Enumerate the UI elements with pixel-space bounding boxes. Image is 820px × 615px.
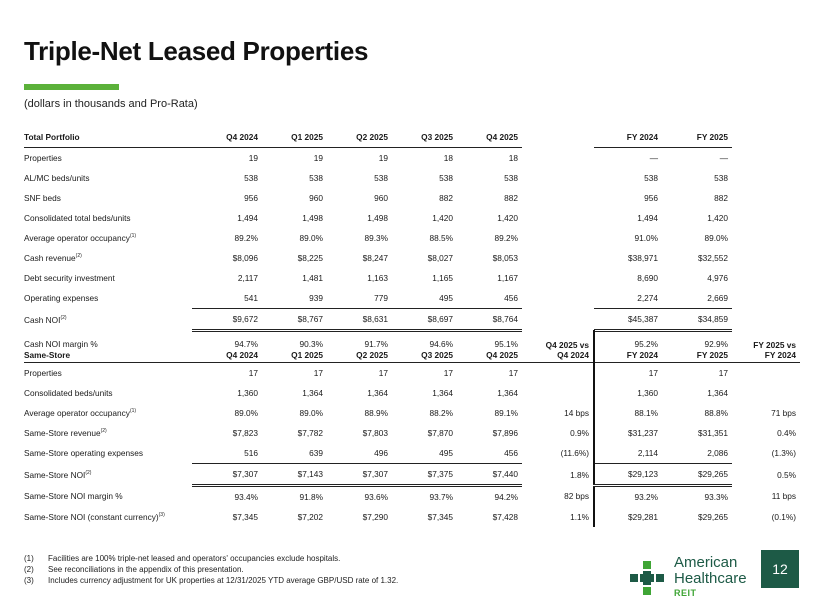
- cell-value: 17: [648, 368, 658, 378]
- cell-value: 89.1%: [494, 408, 518, 418]
- row-label: [24, 168, 192, 188]
- title-accent-bar: [24, 84, 119, 90]
- column-header-q4-2025: Q4 2025: [457, 127, 522, 148]
- cell-value: 1,481: [302, 273, 323, 283]
- row-label-text: Debt security investment: [24, 273, 115, 283]
- footnote-reference: (2): [60, 314, 67, 321]
- cell-value: 19: [248, 153, 258, 163]
- cell-value: $7,823: [232, 428, 258, 438]
- cell-value: 93.3%: [704, 492, 728, 502]
- cell-value: $8,247: [362, 253, 388, 263]
- cell-value: $7,307: [327, 464, 392, 486]
- column-header-q1-2025: Q1 2025: [262, 330, 327, 363]
- cell-value: 89.0%: [704, 233, 728, 243]
- cell-value: $8,225: [297, 253, 323, 263]
- table-row: [24, 268, 800, 288]
- table-header-row: [24, 127, 800, 148]
- spacer-cell: [522, 309, 594, 331]
- cell-value: 1,364: [707, 388, 728, 398]
- spacer-cell: [522, 168, 594, 188]
- cell-value: $7,440: [457, 464, 522, 486]
- cell-value: $8,631: [327, 309, 392, 331]
- cell-value: 94.2%: [494, 492, 518, 502]
- cell-value: $8,027: [427, 253, 453, 263]
- variance-value: (1.3%): [771, 448, 796, 459]
- table-row: [24, 423, 800, 443]
- footnote-text: Facilities are 100% triple-net leased and operators' occupancies exclude hospitals.: [48, 554, 341, 563]
- spacer-cell: [522, 248, 594, 268]
- cell-value: $7,143: [262, 464, 327, 486]
- column-header-fy-2024: FY 2024: [594, 330, 662, 363]
- cross-logo-icon: [628, 559, 666, 597]
- row-label-text: SNF beds: [24, 193, 61, 203]
- cell-value: 1,165: [432, 273, 453, 283]
- same-store-table: [24, 330, 800, 527]
- cell-value: $7,896: [492, 428, 518, 438]
- cell-value: 956: [244, 193, 258, 203]
- column-header-fy-variance: [732, 330, 800, 363]
- logo-line-1: American: [674, 554, 738, 571]
- cell-value: 495: [392, 288, 457, 309]
- spacer-cell: [732, 268, 800, 288]
- row-label: [24, 403, 192, 423]
- cell-value: 2,274: [594, 288, 662, 309]
- footnote-text: Includes currency adjustment for UK properties at 12/31/2025 YTD average GBP/USD rate of 1.32.: [48, 576, 399, 585]
- cell-value: $7,870: [427, 428, 453, 438]
- cell-value: 92.9%: [704, 339, 728, 350]
- cell-value: $29,265: [662, 464, 732, 486]
- cell-value: 538: [374, 173, 388, 183]
- table-row: [24, 288, 800, 309]
- cell-value: $8,053: [492, 253, 518, 263]
- row-label: [24, 309, 192, 331]
- cell-value: 1,163: [367, 273, 388, 283]
- table-row: [24, 507, 800, 527]
- cell-value: 882: [439, 193, 453, 203]
- cell-value: 516: [192, 443, 262, 464]
- cell-value: 94.6%: [429, 339, 453, 350]
- spacer-cell: [732, 228, 800, 248]
- row-label: [24, 288, 192, 309]
- cell-value: —: [719, 153, 728, 163]
- cell-value: $29,123: [594, 464, 662, 486]
- spacer-cell: [732, 309, 800, 331]
- cell-value: 88.5%: [429, 233, 453, 243]
- cell-value: $29,265: [698, 512, 728, 522]
- row-label-text: Same-Store NOI (constant currency): [24, 512, 159, 522]
- table-row: [24, 486, 800, 508]
- row-label-text: Properties: [24, 368, 62, 378]
- cell-value: 18: [443, 153, 453, 163]
- table-row: [24, 403, 800, 423]
- column-header-q4-2024: Q4 2024: [192, 127, 262, 148]
- cell-value: $8,697: [392, 309, 457, 331]
- table-row: [24, 248, 800, 268]
- cell-value: 88.9%: [364, 408, 388, 418]
- footnote-reference: (1): [129, 408, 137, 415]
- variance-value: 71 bps: [771, 408, 796, 418]
- footnote-reference: (1): [129, 233, 137, 240]
- spacer-cell: [522, 268, 594, 288]
- footnote-reference: (3): [158, 512, 165, 519]
- cell-value: 1,494: [237, 213, 258, 223]
- cell-value: 94.7%: [234, 339, 258, 350]
- footnote-number: (2): [24, 565, 34, 574]
- cell-value: $7,202: [297, 512, 323, 522]
- table-row: [24, 443, 800, 464]
- row-label: [24, 188, 192, 208]
- column-header-q4-variance: [522, 330, 594, 363]
- variance-value: (0.1%): [771, 512, 796, 522]
- cell-value: 89.0%: [299, 408, 323, 418]
- cell-value: 2,669: [662, 288, 732, 309]
- cell-value: 939: [262, 288, 327, 309]
- variance-value: 1.1%: [522, 507, 594, 527]
- total-portfolio-table: [24, 127, 800, 357]
- row-label: [24, 464, 192, 486]
- cell-value: 93.6%: [364, 492, 388, 502]
- row-label: [24, 507, 192, 527]
- cell-value: 882: [504, 193, 518, 203]
- cell-value: 538: [644, 173, 658, 183]
- footnote: [24, 553, 398, 564]
- row-label-text: Consolidated total beds/units: [24, 213, 131, 223]
- spacer-cell: [732, 208, 800, 228]
- cell-value: 18: [508, 153, 518, 163]
- variance-value: 0.9%: [522, 423, 594, 443]
- column-header-fy-2025: FY 2025: [662, 330, 732, 363]
- spacer-cell: [732, 168, 800, 188]
- cell-value: 960: [374, 193, 388, 203]
- footnote-number: (3): [24, 576, 34, 585]
- column-header-q3-2025: Q3 2025: [392, 330, 457, 363]
- cell-value: 1,498: [367, 213, 388, 223]
- footnotes: [24, 553, 398, 586]
- cell-value: $7,345: [232, 512, 258, 522]
- cell-value: $32,552: [698, 253, 728, 263]
- cell-value: 2,117: [237, 273, 258, 283]
- row-label-text: Cash NOI margin %: [24, 338, 98, 349]
- variance-value: [732, 363, 800, 384]
- cell-value: 1,420: [707, 213, 728, 223]
- cell-value: 91.0%: [634, 233, 658, 243]
- page-subtitle: (dollars in thousands and Pro-Rata): [24, 98, 198, 110]
- cell-value: $7,782: [297, 428, 323, 438]
- variance-value: 1.8%: [522, 464, 594, 486]
- cell-value: 17: [718, 368, 728, 378]
- cell-value: 496: [327, 443, 392, 464]
- footnote: [24, 575, 398, 586]
- cell-value: 19: [313, 153, 323, 163]
- cell-value: 779: [327, 288, 392, 309]
- variance-value: 0.4%: [777, 428, 796, 438]
- row-label-text: Same-Store NOI: [24, 469, 86, 480]
- column-header-q3-2025: Q3 2025: [392, 127, 457, 148]
- cell-value: 1,498: [302, 213, 323, 223]
- table-row: [24, 208, 800, 228]
- column-header-q1-2025: Q1 2025: [262, 127, 327, 148]
- cell-value: $9,672: [192, 309, 262, 331]
- spacer-cell: [732, 248, 800, 268]
- table-row: [24, 363, 800, 384]
- cell-value: 88.2%: [429, 408, 453, 418]
- cell-value: $7,803: [362, 428, 388, 438]
- cell-value: 91.7%: [364, 339, 388, 350]
- page-title: Triple-Net Leased Properties: [24, 36, 369, 66]
- cell-value: $8,764: [457, 309, 522, 331]
- variance-value: [522, 383, 594, 403]
- company-logo: [628, 553, 758, 603]
- cell-value: 89.3%: [364, 233, 388, 243]
- cell-value: 1,420: [497, 213, 518, 223]
- row-label: [24, 486, 192, 508]
- cell-value: 2,086: [662, 443, 732, 464]
- row-label-text: Average operator occupancy: [24, 408, 130, 418]
- row-label-text: Average operator occupancy: [24, 233, 130, 243]
- cell-value: 1,360: [237, 388, 258, 398]
- cell-value: 1,167: [497, 273, 518, 283]
- spacer-cell: [732, 288, 800, 309]
- cell-value: $38,971: [628, 253, 658, 263]
- variance-value: 11 bps: [771, 491, 796, 502]
- variance-value: 0.5%: [777, 469, 796, 480]
- cell-value: 538: [309, 173, 323, 183]
- column-header-spacer: [732, 127, 800, 148]
- logo-line-2: Healthcare: [674, 570, 747, 587]
- table-header-row: [24, 330, 800, 363]
- cell-value: 89.0%: [234, 408, 258, 418]
- row-label: [24, 268, 192, 288]
- cell-value: $7,290: [362, 512, 388, 522]
- row-label: [24, 423, 192, 443]
- variance-value: [732, 383, 800, 403]
- cell-value: $7,307: [192, 464, 262, 486]
- column-header-q4-2024: Q4 2024: [192, 330, 262, 363]
- footnote-text: See reconciliations in the appendix of this presentation.: [48, 565, 244, 574]
- cell-value: 17: [248, 368, 258, 378]
- cell-value: 89.2%: [234, 233, 258, 243]
- cell-value: $7,428: [492, 512, 518, 522]
- row-label-text: Same-Store revenue: [24, 428, 101, 438]
- variance-value: [522, 363, 594, 384]
- footnote: [24, 564, 398, 575]
- table-row: [24, 464, 800, 486]
- row-label-text: Operating expenses: [24, 293, 99, 304]
- row-label: [24, 148, 192, 169]
- variance-value: 14 bps: [522, 403, 594, 423]
- cell-value: 88.1%: [634, 408, 658, 418]
- cell-value: 90.3%: [299, 339, 323, 350]
- footnote-number: (1): [24, 554, 34, 563]
- table-row: [24, 148, 800, 169]
- cell-value: 93.4%: [234, 492, 258, 502]
- cell-value: $7,375: [392, 464, 457, 486]
- cell-value: $45,387: [594, 309, 662, 331]
- spacer-cell: [522, 208, 594, 228]
- column-header-fy-2025: FY 2025: [662, 127, 732, 148]
- row-label-text: Cash NOI: [24, 314, 61, 325]
- q4-variance-header-line2: Q4 2024: [557, 350, 589, 360]
- row-label-text: Same-Store NOI margin %: [24, 491, 123, 502]
- cell-value: 17: [443, 368, 453, 378]
- cell-value: 541: [192, 288, 262, 309]
- cell-value: 19: [378, 153, 388, 163]
- cell-value: 456: [457, 443, 522, 464]
- cell-value: $31,237: [628, 428, 658, 438]
- row-label-text: Cash revenue: [24, 253, 76, 263]
- cell-value: 93.2%: [634, 492, 658, 502]
- footnote-reference: (2): [100, 428, 107, 435]
- variance-value: (11.6%): [522, 443, 594, 464]
- column-header-fy-2024: FY 2024: [594, 127, 662, 148]
- spacer-cell: [522, 188, 594, 208]
- row-label: [24, 228, 192, 248]
- cell-value: 456: [457, 288, 522, 309]
- cell-value: 1,364: [432, 388, 453, 398]
- row-label-text: Consolidated beds/units: [24, 388, 113, 398]
- column-header-label: Same-Store: [24, 330, 192, 363]
- cell-value: $31,351: [698, 428, 728, 438]
- table-row: [24, 188, 800, 208]
- q4-variance-header-line1: Q4 2025 vs: [545, 340, 589, 350]
- cell-value: $7,345: [427, 512, 453, 522]
- column-header-q2-2025: Q2 2025: [327, 127, 392, 148]
- cell-value: 4,976: [707, 273, 728, 283]
- row-label: [24, 248, 192, 268]
- cell-value: 2,114: [594, 443, 662, 464]
- cell-value: 538: [714, 173, 728, 183]
- row-label-text: Same-Store operating expenses: [24, 448, 143, 459]
- cell-value: 91.8%: [299, 492, 323, 502]
- table-row: [24, 309, 800, 331]
- footnote-reference: (2): [85, 469, 92, 476]
- cell-value: 1,364: [302, 388, 323, 398]
- column-header-label: Total Portfolio: [24, 127, 192, 148]
- table-row: [24, 228, 800, 248]
- cell-value: 1,420: [432, 213, 453, 223]
- row-label-text: Properties: [24, 153, 62, 163]
- cell-value: —: [649, 153, 658, 163]
- cell-value: 1,364: [497, 388, 518, 398]
- column-header-q2-2025: Q2 2025: [327, 330, 392, 363]
- cell-value: $29,281: [628, 512, 658, 522]
- row-label: [24, 363, 192, 384]
- table-row: [24, 383, 800, 403]
- cell-value: 88.8%: [704, 408, 728, 418]
- cell-value: 95.1%: [494, 339, 518, 350]
- cell-value: 17: [508, 368, 518, 378]
- cell-value: 495: [392, 443, 457, 464]
- spacer-cell: [732, 148, 800, 169]
- cell-value: 1,364: [367, 388, 388, 398]
- spacer-cell: [732, 188, 800, 208]
- logo-wordmark: [674, 555, 747, 587]
- cell-value: 538: [504, 173, 518, 183]
- column-header-q4-2025: Q4 2025: [457, 330, 522, 363]
- row-label: [24, 208, 192, 228]
- cell-value: 95.2%: [634, 339, 658, 350]
- variance-value: 82 bps: [522, 486, 594, 508]
- cell-value: 8,690: [637, 273, 658, 283]
- cell-value: 17: [313, 368, 323, 378]
- spacer-cell: [522, 148, 594, 169]
- cell-value: 956: [644, 193, 658, 203]
- cell-value: 89.0%: [299, 233, 323, 243]
- cell-value: $8,767: [262, 309, 327, 331]
- logo-reit: REIT: [674, 588, 697, 598]
- spacer-cell: [522, 228, 594, 248]
- cell-value: $34,859: [662, 309, 732, 331]
- footnote-reference: (2): [75, 253, 82, 260]
- cell-value: 17: [378, 368, 388, 378]
- fy-variance-header-line2: FY 2024: [764, 350, 796, 360]
- table-row: [24, 168, 800, 188]
- cell-value: 1,494: [637, 213, 658, 223]
- page-number-badge: 12: [761, 550, 799, 588]
- row-label-text: AL/MC beds/units: [24, 173, 90, 183]
- spacer-cell: [522, 288, 594, 309]
- cell-value: 639: [262, 443, 327, 464]
- cell-value: $8,096: [232, 253, 258, 263]
- cell-value: 960: [309, 193, 323, 203]
- cell-value: 1,360: [637, 388, 658, 398]
- cell-value: 538: [244, 173, 258, 183]
- fy-variance-header-line1: FY 2025 vs: [753, 340, 796, 350]
- cell-value: 538: [439, 173, 453, 183]
- cell-value: 882: [714, 193, 728, 203]
- row-label: [24, 383, 192, 403]
- cell-value: 89.2%: [494, 233, 518, 243]
- column-header-spacer: [522, 127, 594, 148]
- cell-value: 93.7%: [429, 492, 453, 502]
- row-label: [24, 443, 192, 464]
